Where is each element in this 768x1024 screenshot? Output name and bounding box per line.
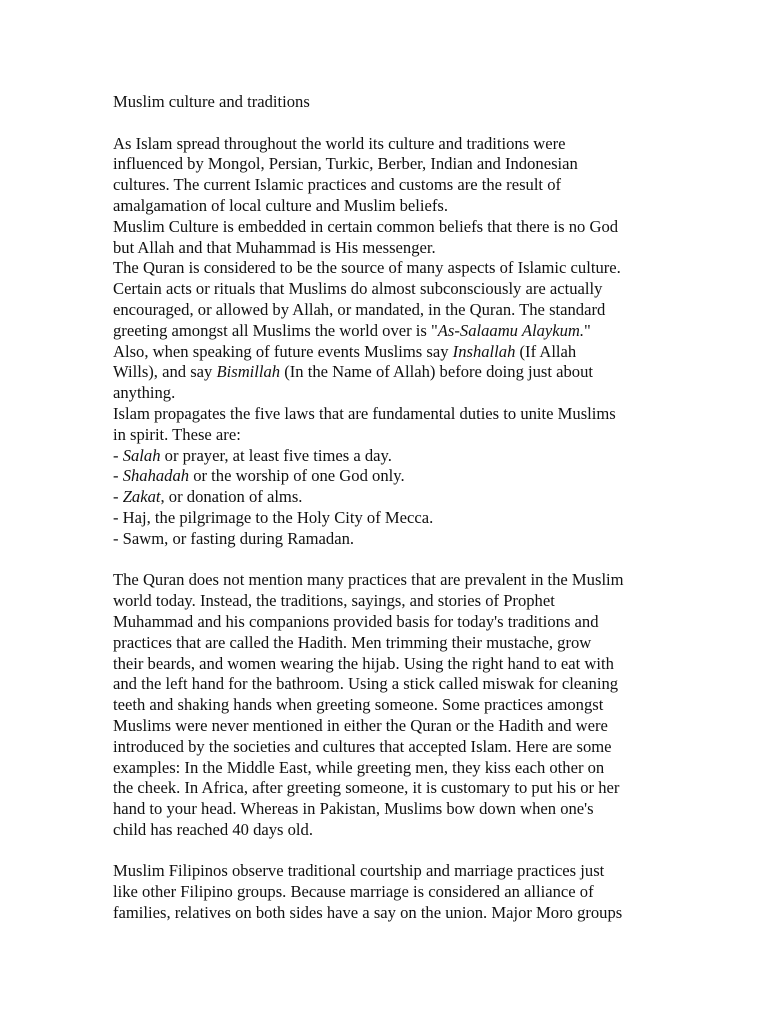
text-line: families, relatives on both sides have a say on the union. Major Moro groups <box>113 903 623 923</box>
text-line <box>113 342 661 363</box>
text-line: introduced by the societies and cultures that accepted Islam. Here are some <box>113 736 612 756</box>
duties-list <box>113 446 661 550</box>
text-line: like other Filipino groups. Because marriage is considered an alliance of <box>113 882 594 902</box>
text-line: amalgamation of local culture and Muslim beliefs. <box>113 195 449 215</box>
text-line: encouraged, or allowed by Allah, or mandated, in the Quran. The standard <box>113 299 606 319</box>
text-line: examples: In the Middle East, while greeting men, they kiss each other on <box>113 757 605 777</box>
paragraph-filipino-courtship <box>113 861 661 923</box>
italic-term-greeting: As-Salaamu Alaykum. <box>437 320 585 340</box>
paragraph-five-laws <box>113 404 661 446</box>
list-dash: - <box>113 466 123 486</box>
text-line: Muhammad and his companions provided basis for today's traditions and <box>113 611 599 631</box>
list-dash: - <box>113 445 123 465</box>
text-segment: Wills), and say <box>113 362 217 382</box>
italic-term-shahadah: Shahadah <box>122 466 190 486</box>
italic-term-salah: Salah <box>122 445 161 465</box>
paragraph-quran-source <box>113 258 661 404</box>
text-line: teeth and shaking hands when greeting someone. Some practices amongst <box>113 695 604 715</box>
text-line: practices that are called the Hadith. Men trimming their mustache, grow <box>113 632 592 652</box>
list-item-sawm: - Sawm, or fasting during Ramadan. <box>113 528 355 548</box>
text-line: child has reached 40 days old. <box>113 819 313 839</box>
list-item-haj: - Haj, the pilgrimage to the Holy City of Mecca. <box>113 507 434 527</box>
text-line: their beards, and women wearing the hijab. Using the right hand to eat with <box>113 653 614 673</box>
text-line: Islam propagates the five laws that are fundamental duties to unite Muslims <box>113 403 616 423</box>
text-line: Muslim Filipinos observe traditional courtship and marriage practices just <box>113 861 605 881</box>
text-line: world today. Instead, the traditions, sayings, and stories of Prophet <box>113 591 555 611</box>
paragraph-hadith-practices <box>113 570 661 840</box>
text-segment: (In the Name of Allah) before doing just about <box>280 362 594 382</box>
text-line: influenced by Mongol, Persian, Turkic, Berber, Indian and Indonesian <box>113 154 578 174</box>
document-title: Muslim culture and traditions <box>113 92 310 111</box>
text-line: cultures. The current Islamic practices and customs are the result of <box>113 175 562 195</box>
paragraph-spread-of-islam <box>113 134 661 217</box>
text-line: The Quran is considered to be the source of many aspects of Islamic culture. <box>113 258 621 278</box>
text-line: anything. <box>113 383 176 403</box>
text-line: Muslims were never mentioned in either the Quran or the Hadith and were <box>113 715 608 735</box>
text-line: in spirit. These are: <box>113 424 241 444</box>
text-segment: , or donation of alms. <box>160 487 303 507</box>
text-line: Muslim Culture is embedded in certain common beliefs that there is no God <box>113 216 619 236</box>
text-line: and the left hand for the bathroom. Using a stick called miswak for cleaning <box>113 674 619 694</box>
text-segment: " <box>584 320 591 340</box>
italic-term-zakat: Zakat <box>122 487 161 507</box>
list-dash: - <box>113 487 123 507</box>
text-line <box>113 321 661 342</box>
list-item-zakat <box>113 487 661 508</box>
text-line: The Quran does not mention many practices that are prevalent in the Muslim <box>113 570 624 590</box>
text-line: but Allah and that Muhammad is His messenger. <box>113 237 436 257</box>
italic-term-bismillah: Bismillah <box>216 362 281 382</box>
document-page <box>113 92 661 924</box>
paragraph-common-beliefs <box>113 217 661 259</box>
italic-term-inshallah: Inshallah <box>452 341 516 361</box>
text-line: hand to your head. Whereas in Pakistan, Muslims bow down when one's <box>113 799 594 819</box>
text-line: the cheek. In Africa, after greeting someone, it is customary to put his or her <box>113 778 620 798</box>
text-segment: or the worship of one God only. <box>189 466 405 486</box>
list-item-shahadah <box>113 466 661 487</box>
text-line <box>113 362 661 383</box>
text-line: As Islam spread throughout the world its culture and traditions were <box>113 133 566 153</box>
text-line: Certain acts or rituals that Muslims do almost subconsciously are actually <box>113 279 603 299</box>
list-item-salah <box>113 446 661 467</box>
text-segment: (If Allah <box>515 341 577 361</box>
text-segment: Also, when speaking of future events Muslims say <box>113 341 453 361</box>
text-segment: greeting amongst all Muslims the world over is " <box>113 320 438 340</box>
text-segment: or prayer, at least five times a day. <box>160 445 392 465</box>
